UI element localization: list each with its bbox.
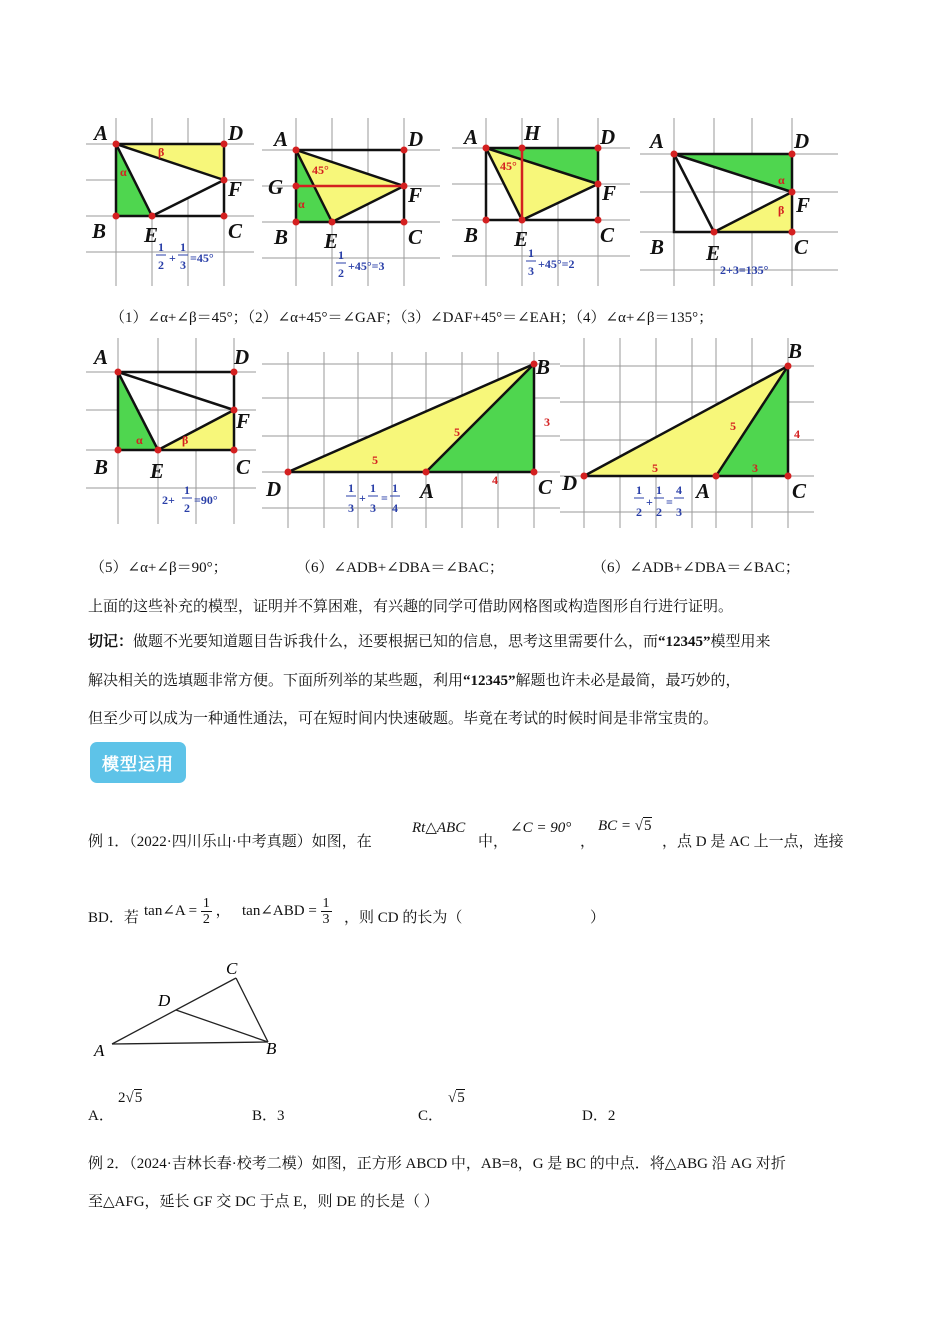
- label-a: A: [696, 479, 711, 503]
- label-d: D: [158, 991, 171, 1010]
- label-d: D: [266, 477, 282, 501]
- label-c: C: [236, 455, 251, 479]
- tan-abd: tan∠ABD = $\frac{1}{3}$: [242, 896, 330, 927]
- svg-text:+45°=2: +45°=2: [538, 257, 575, 271]
- label-a: A: [420, 479, 435, 503]
- svg-text:3: 3: [528, 264, 534, 278]
- label-b: B: [650, 235, 665, 259]
- svg-text:=45°: =45°: [190, 251, 214, 265]
- label-d: D: [794, 129, 810, 153]
- caption-row-1: （1）∠α+∠β＝45°；（2）∠α+45°＝∠GAF；（3）∠DAF+45°＝∠EAH；（4）∠α+∠β＝135°；: [110, 310, 714, 326]
- label-c: C: [538, 475, 553, 499]
- svg-text:=90°: =90°: [194, 493, 218, 507]
- option-a-value: 2√5: [118, 1090, 143, 1106]
- label-a: A: [94, 121, 109, 145]
- paragraph-2: 切记：做题不光要知道题目告诉我什么，还要根据已知的信息，思考这里需要什么，而“12345”模型用来: [88, 634, 771, 650]
- figure-6: [262, 352, 562, 530]
- svg-text:α: α: [298, 197, 305, 211]
- svg-text:1: 1: [180, 240, 186, 254]
- label-f: F: [602, 181, 617, 205]
- angle-alpha: α: [778, 173, 785, 187]
- svg-text:5: 5: [372, 453, 378, 467]
- angle-beta: β: [158, 145, 165, 159]
- rt-triangle: Rt△ABC: [412, 820, 466, 836]
- label-d: D: [562, 471, 578, 495]
- label-c: C: [226, 959, 238, 978]
- label-a: A: [94, 1041, 105, 1060]
- svg-text:1: 1: [636, 483, 642, 497]
- angle-alpha: α: [120, 165, 127, 179]
- svg-text:1: 1: [528, 246, 534, 260]
- label-b: B: [94, 455, 109, 479]
- example-2-line-1: 例 2．（2024·吉林长春·校考二模）如图，正方形 ABCD 中，AB=8，G 是 BC 的中点．将△ABG 沿 AG 对折: [88, 1156, 786, 1172]
- svg-text:2: 2: [184, 501, 190, 515]
- label-e: E: [144, 223, 159, 247]
- label-b: B: [92, 219, 107, 243]
- label-f: F: [236, 409, 251, 433]
- label-a: A: [274, 127, 289, 151]
- angle-45: 45°: [500, 159, 517, 173]
- label-d: D: [228, 121, 244, 145]
- figure-2: [262, 118, 442, 288]
- label-a: A: [464, 125, 479, 149]
- bold-note: 切记：: [88, 634, 134, 650]
- caption-6a: （6）∠ADB+∠DBA＝∠BAC；: [296, 560, 504, 576]
- svg-text:1: 1: [184, 483, 190, 497]
- example-1-line-1: 例 1．（2022·四川乐山·中考真题）如图，在: [88, 834, 372, 850]
- formula-135: 2+3=135°: [720, 263, 769, 277]
- example-2-line-2: 至△AFG，延长 GF 交 DC 于点 E，则 DE 的长是（ ）: [88, 1194, 439, 1210]
- label-b: B: [788, 339, 803, 363]
- label-c: C: [792, 479, 807, 503]
- svg-text:1: 1: [338, 248, 344, 262]
- svg-text:5: 5: [730, 419, 736, 433]
- angle-beta: β: [778, 203, 785, 217]
- svg-text:1: 1: [158, 240, 164, 254]
- label-c: C: [794, 235, 809, 259]
- label-d: D: [600, 125, 616, 149]
- label-f: F: [408, 183, 423, 207]
- label-g: G: [268, 175, 284, 199]
- svg-text:2: 2: [158, 258, 164, 272]
- label-b: B: [274, 225, 289, 249]
- figure-3: [452, 118, 632, 288]
- figure-5: [86, 338, 258, 528]
- label-f: F: [796, 193, 811, 217]
- angle-alpha: α: [136, 433, 143, 447]
- svg-text:5: 5: [454, 425, 460, 439]
- label-d: D: [234, 345, 250, 369]
- angle-45: 45°: [312, 163, 329, 177]
- label-f: F: [228, 177, 243, 201]
- svg-text:3: 3: [348, 501, 354, 515]
- svg-text:4: 4: [492, 473, 498, 487]
- label-e: E: [150, 459, 165, 483]
- svg-text:1: 1: [370, 481, 376, 495]
- label-b: B: [536, 355, 551, 379]
- label-h: H: [524, 121, 541, 145]
- label-e: E: [514, 227, 529, 251]
- svg-text:1: 1: [392, 481, 398, 495]
- svg-text:=: =: [666, 495, 673, 509]
- svg-text:3: 3: [752, 461, 758, 475]
- svg-text:4: 4: [676, 483, 682, 497]
- svg-text:=: =: [381, 491, 388, 505]
- triangle-diagram: [92, 956, 292, 1060]
- label-a: A: [94, 345, 109, 369]
- svg-text:4: 4: [794, 427, 800, 441]
- svg-text:1: 1: [348, 481, 354, 495]
- svg-text:4: 4: [392, 501, 398, 515]
- svg-text:1: 1: [656, 483, 662, 497]
- svg-text:+: +: [646, 495, 653, 509]
- figure-4: [640, 118, 840, 288]
- label-b: B: [464, 223, 479, 247]
- label-c: C: [600, 223, 615, 247]
- paragraph-1: 上面的这些补充的模型，证明并不算困难，有兴趣的同学可借助网格图或构造图形自行进行证明。: [88, 599, 734, 615]
- label-c: C: [408, 225, 423, 249]
- paragraph-3: 解决相关的选填题非常方便。下面所列举的某些题，利用“12345”解题也许未必是最简，最巧妙的，: [88, 673, 741, 689]
- angle-c: ∠C = 90°: [510, 820, 572, 836]
- option-b[interactable]: B．3: [252, 1108, 285, 1124]
- example-1-line-2: BD．若: [88, 910, 139, 926]
- svg-text:5: 5: [652, 461, 658, 475]
- svg-text:2: 2: [656, 505, 662, 519]
- label-e: E: [706, 241, 721, 265]
- figure-7: [560, 338, 816, 530]
- svg-text:+45°=3: +45°=3: [348, 259, 385, 273]
- label-d: D: [408, 127, 424, 151]
- paragraph-4: 但至少可以成为一种通性通法，可在短时间内快速破题。毕竟在考试的时候时间是非常宝贵的。: [88, 711, 719, 727]
- svg-text:2: 2: [636, 505, 642, 519]
- svg-text:3: 3: [180, 258, 186, 272]
- svg-text:2+: 2+: [162, 493, 175, 507]
- svg-text:3: 3: [676, 505, 682, 519]
- option-c[interactable]: C．: [418, 1108, 444, 1124]
- label-c: C: [228, 219, 243, 243]
- option-d[interactable]: D．2: [582, 1108, 616, 1124]
- svg-text:3: 3: [370, 501, 376, 515]
- angle-beta: β: [182, 433, 189, 447]
- bc-length: BC = √5: [598, 818, 652, 834]
- label-e: E: [324, 229, 339, 253]
- svg-text:+: +: [169, 251, 176, 265]
- figure-1: [86, 118, 256, 288]
- svg-text:+: +: [359, 491, 366, 505]
- caption-5: （5）∠α+∠β＝90°；: [90, 560, 228, 576]
- label-b: B: [266, 1039, 277, 1058]
- label-a: A: [650, 129, 665, 153]
- option-a[interactable]: A．: [88, 1108, 114, 1124]
- caption-6b: （6）∠ADB+∠DBA＝∠BAC；: [592, 560, 800, 576]
- option-c-value: √5: [448, 1090, 465, 1106]
- tan-a: tan∠A = $\frac{1}{2}$ ，: [144, 896, 231, 927]
- svg-text:3: 3: [544, 415, 550, 429]
- section-badge: 模型运用: [90, 742, 186, 783]
- svg-text:2: 2: [338, 266, 344, 280]
